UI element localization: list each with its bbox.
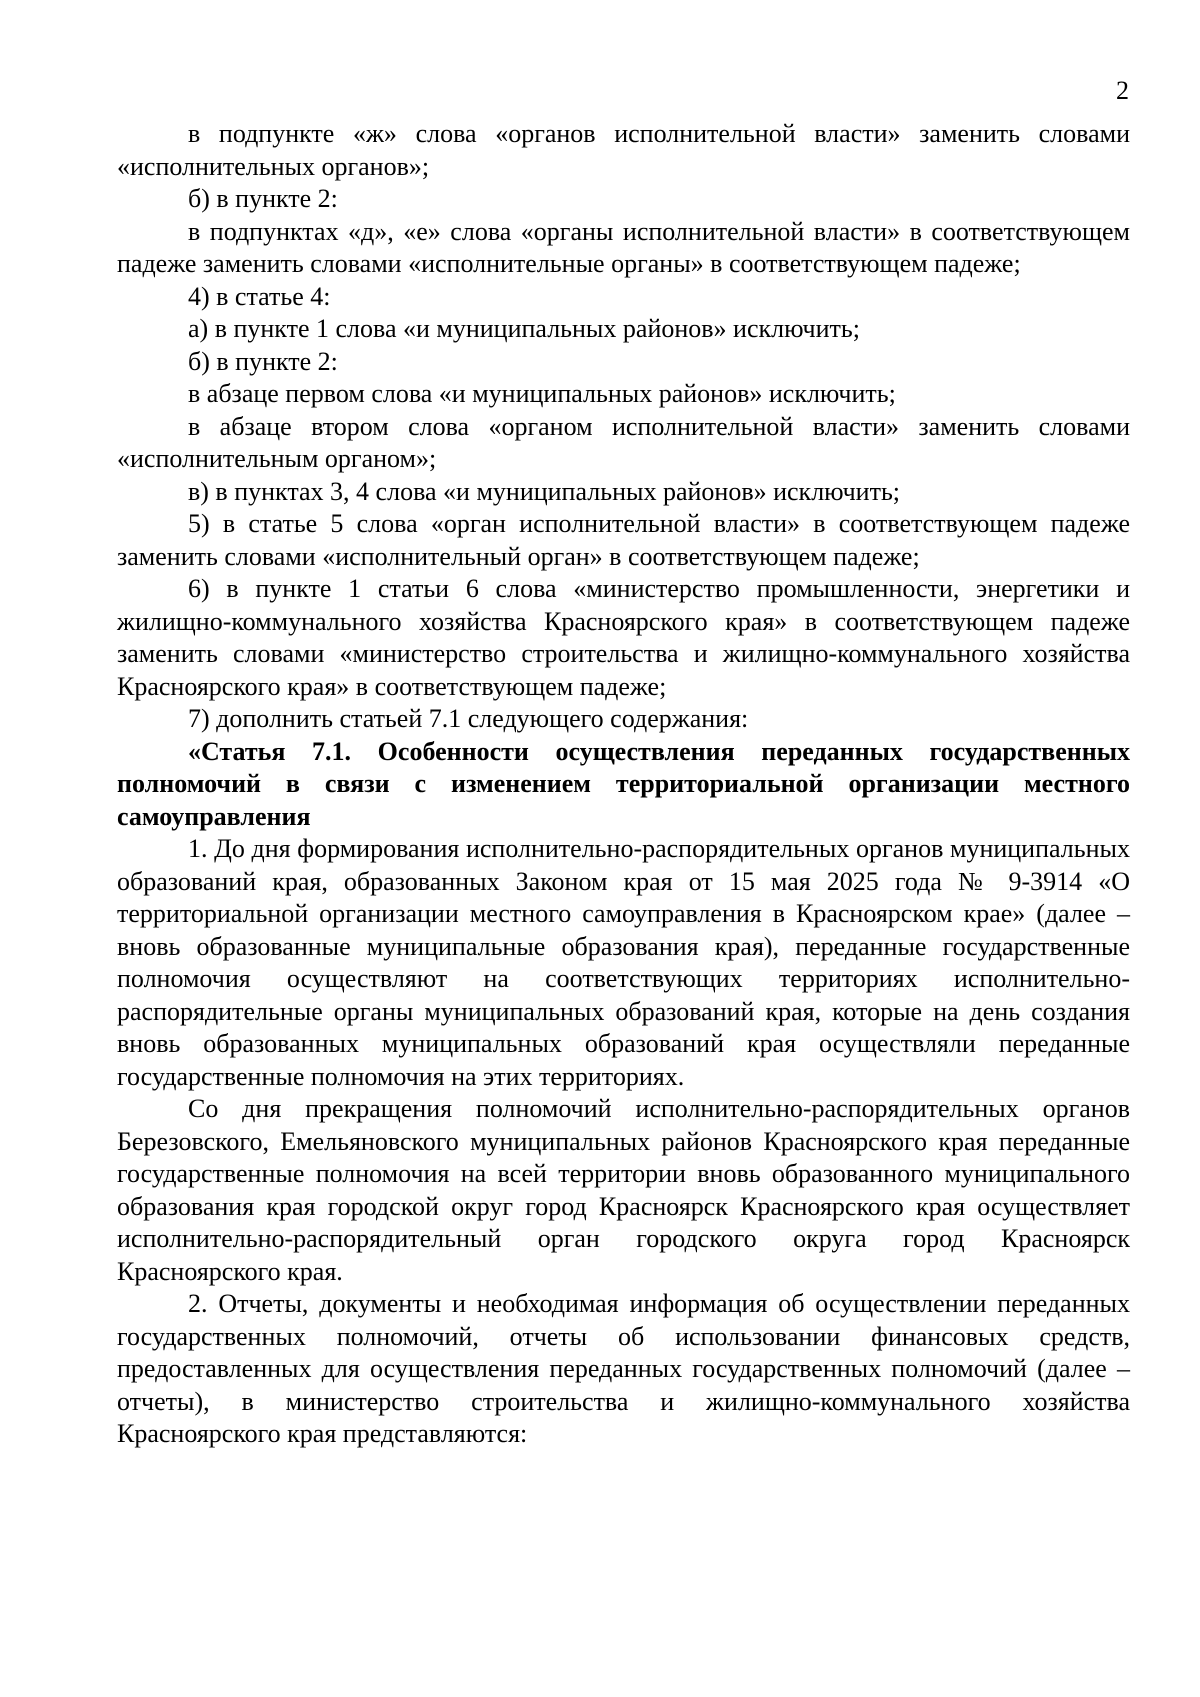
document-body [117,118,1130,1451]
paragraph-b-point-2: б) в пункте 2: [188,184,338,213]
article-7-1-heading: «Статья 7.1. Особенности осуществления переданных государственных полномочий в связи с изменением территориальной организации местного самоуправления [117,736,1130,831]
paragraph-a-point-1: а) в пункте 1 слова «и муниципальных районов» исключить; [188,314,860,343]
paragraph-first-abzac: в абзаце первом слова «и муниципальных районов» исключить; [188,379,896,408]
paragraph-subpoints-d-e: в подпунктах «д», «е» слова «органы исполнительной власти» в соответствующем падеже заменить словами «исполнительные органы» в соответствующем падеже; [117,216,1130,278]
paragraph-article-6: 6) в пункте 1 статьи 6 слова «министерство промышленности, энергетики и жилищно-коммунального хозяйства Красноярского края» в соответствующем падеже заменить словами «министерство строительства и жилищно-коммунального хозяйства Красноярского края» в соответствующем падеже; [117,574,1130,701]
paragraph-points-3-4: в) в пунктах 3, 4 слова «и муниципальных районов» исключить; [188,476,901,506]
paragraph-b-point-2-second: б) в пункте 2: [188,346,338,376]
paragraph-clause-1: 1. До дня формирования исполнительно-распорядительных органов муниципальных образований края, образованных Законом края от 15 мая 2025 года № 9-3914 «О территориальной организации местного самоуправления в Красноярском крае» (далее – вновь образованные муниципальные образования края), переданные государственные полномочия осуществляют на соответствующих территориях исполнительно-распорядительные органы муниципальных образований края, которые на день создания вновь образованных муниципальных образований края осуществляли переданные государственные полномочия на этих территориях. [117,834,1130,1091]
paragraph-second-abzac: в абзаце втором слова «органом исполнительной власти» заменить словами «исполнительным органом»; [117,411,1130,473]
paragraph-article-5: 5) в статье 5 слова «орган исполнительной власти» в соответствующем падеже заменить словами «исполнительный орган» в соответствующем падеже; [117,509,1130,571]
paragraph-add-article-7-1: 7) дополнить статьей 7.1 следующего содержания: [188,704,749,733]
paragraph-clause-1-continuation: Со дня прекращения полномочий исполнительно-распорядительных органов Березовского, Емельяновского муниципальных районов Красноярского края переданные государственные полномочия на всей территории вновь образованного муниципального образования края городской округ город Красноярск Красноярского края осуществляет исполнительно-распорядительный орган городского округа город Красноярск Красноярского края. [117,1094,1130,1286]
page-number: 2 [1116,76,1129,105]
paragraph-article-4: 4) в статье 4: [188,281,331,311]
paragraph-clause-2: 2. Отчеты, документы и необходимая информация об осуществлении переданных государственных полномочий, отчеты об использовании финансовых средств, предоставленных для осуществления переданных государственных полномочий (далее – отчеты), в министерство строительства и жилищно-коммунального хозяйства Красноярского края представляются: [117,1289,1130,1448]
paragraph-subpoint-zh: в подпункте «ж» слова «органов исполнительной власти» заменить словами «исполнительных органов»; [117,119,1130,181]
